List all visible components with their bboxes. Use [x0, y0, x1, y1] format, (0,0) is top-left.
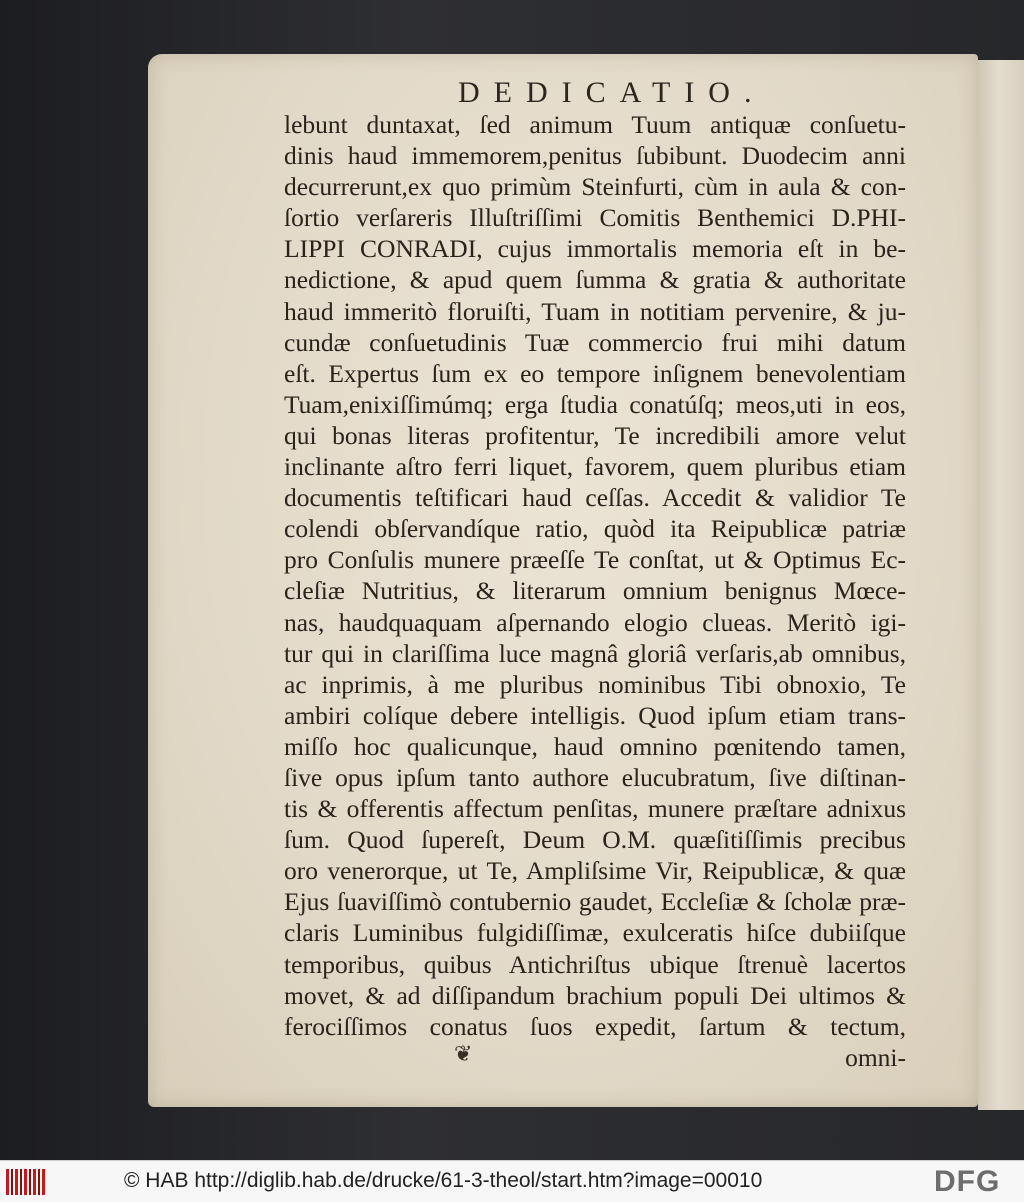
text-line: pro Conſulis munere præeſſe Te conſtat, ut & Optimus Ec- — [284, 545, 906, 575]
next-page-edge — [978, 60, 1024, 1110]
text-line: ac inprimis, à me pluribus nominibus Tibi obnoxio, Te — [284, 669, 906, 699]
text-line: oro venerorque, ut Te, Ampliſsime Vir, Reipublicæ, & quæ — [284, 856, 906, 886]
text-line: cundæ conſuetudinis Tuæ commercio frui mihi datum — [284, 327, 906, 357]
text-line: decurrerunt,ex quo primùm Steinfurti, cùm in aula & con- — [284, 172, 906, 202]
text-line: movet, & ad diſſipandum brachium populi Dei ultimos & — [284, 980, 906, 1010]
text-line: temporibus, quibus Antichriſtus ubique ſtrenuè lacertos — [284, 949, 906, 979]
text-line: colendi obſervandíque ratio, quòd ita Reipublicæ patriæ — [284, 514, 906, 544]
text-line: documentis teſtificari haud ceſſas. Accedit & validior Te — [284, 483, 906, 513]
text-line: tur qui in clariſſima luce magnâ gloriâ verſaris,ab omnibus, — [284, 638, 906, 668]
text-line: ſive opus ipſum tanto authore elucubratum, ſive diſtinan- — [284, 762, 906, 792]
text-line: ſum. Quod ſupereſt, Deum O.M. quæſitiſſimis precibus — [284, 825, 906, 855]
footer-bar — [0, 1160, 1024, 1202]
text-line: nedictione, & apud quem ſumma & gratia & authoritate — [284, 265, 906, 295]
text-block — [284, 109, 906, 1073]
catchword: omni- — [845, 1042, 906, 1072]
ornament-icon: ❦ — [454, 1042, 473, 1067]
text-line: ambiri colíque debere intelligis. Quod ipſum etiam trans- — [284, 700, 906, 730]
dfg-logo: DFG — [934, 1165, 1001, 1198]
text-line: LIPPI CONRADI, cujus immortalis memoria eſt in be- — [284, 234, 906, 264]
text-line: lebunt duntaxat, ſed animum Tuum antiquæ conſuetu- — [284, 110, 906, 139]
text-line: nas, haudquaquam aſpernando elogio clueas. Meritò igi- — [284, 607, 906, 637]
running-head: DEDICATIO. — [458, 76, 766, 109]
text-line: dinis haud immemorem,penitus ſubibunt. Duodecim anni — [284, 141, 906, 171]
text-line: cleſiæ Nutritius, & literarum omnium benignus Mœce- — [284, 576, 906, 606]
text-line: haud immeritò floruiſti, Tuam in notitiam pervenire, & ju- — [284, 296, 906, 326]
text-line: Ejus ſuaviſſimò contubernio gaudet, Eccleſiæ & ſcholæ præ- — [284, 887, 906, 917]
text-line: ſortio verſareris Illuſtriſſimi Comitis Benthemici D.PHI- — [284, 203, 906, 233]
text-line: tis & offerentis affectum penſitas, munere præſtare adnixus — [284, 794, 906, 824]
book-page — [148, 54, 978, 1107]
text-line: miſſo hoc qualicunque, haud omnino pœnitendo tamen, — [284, 731, 906, 761]
source-link[interactable]: © HAB http://diglib.hab.de/drucke/61-3-theol/start.htm?image=00010 — [124, 1169, 763, 1192]
text-line: eſt. Expertus ſum ex eo tempore inſignem benevolentiam — [284, 358, 906, 388]
text-line: ferociſſimos conatus ſuos expedit, ſartum & tectum, — [284, 1011, 906, 1041]
text-line: inclinante aſtro ferri liquet, favorem, quem pluribus etiam — [284, 452, 906, 482]
text-line: Tuam,enixiſſimúmq; erga ſtudia conatúſq; meos,uti in eos, — [284, 389, 906, 419]
barcode-icon — [6, 1169, 46, 1195]
text-line: qui bonas literas profitentur, Te incredibili amore velut — [284, 420, 906, 450]
text-line: claris Luminibus fulgidiſſimæ, exulceratis hiſce dubiiſque — [284, 918, 906, 948]
